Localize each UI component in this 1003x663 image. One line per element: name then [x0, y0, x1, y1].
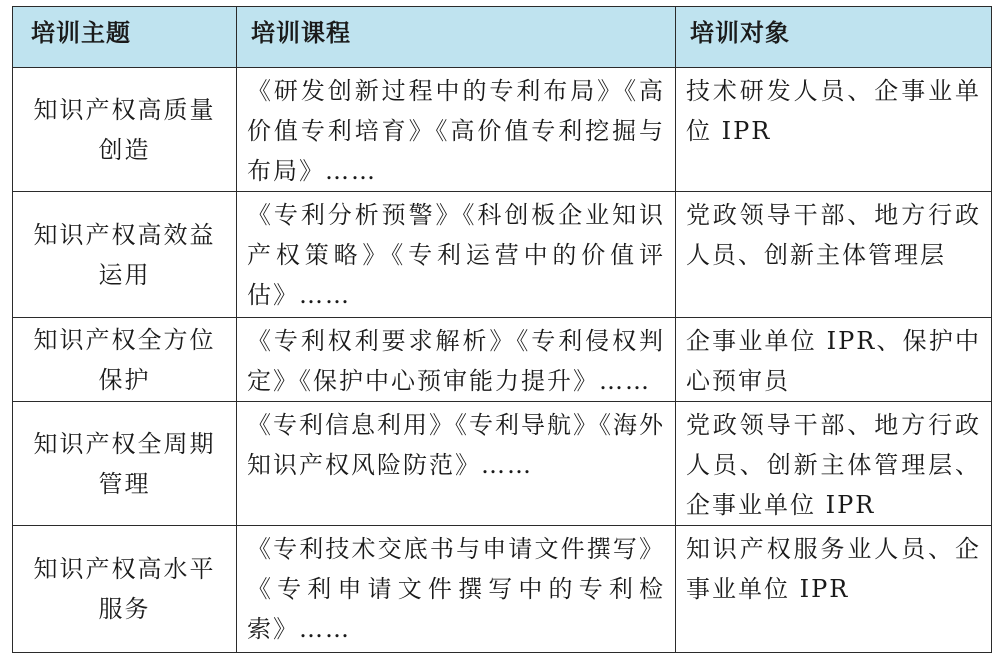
header-topic: 培训主题: [13, 7, 237, 68]
course-cell: 《专利分析预警》《科创板企业知识产权策略》《专利运营中的价值评估》……: [237, 192, 676, 318]
table-row: [13, 318, 992, 402]
topic-cell: [13, 402, 237, 526]
topic-cell: [13, 526, 237, 653]
course-cell: 《研发创新过程中的专利布局》《高价值专利培育》《高价值专利挖掘与布局》……: [237, 68, 676, 192]
topic-cell: [13, 318, 237, 402]
audience-cell: 党政领导干部、地方行政人员、创新主体管理层: [676, 192, 992, 318]
audience-cell: 党政领导干部、地方行政人员、创新主体管理层、企事业单位 IPR: [676, 402, 992, 526]
header-audience: 培训对象: [676, 7, 992, 68]
training-table: [12, 6, 992, 653]
topic-text: 知识产权高质量创造: [33, 95, 216, 164]
course-cell: 《专利信息利用》《专利导航》《海外知识产权风险防范》……: [237, 402, 676, 526]
header-row: [13, 7, 992, 68]
table-row: [13, 192, 992, 318]
table-row: [13, 68, 992, 192]
topic-cell: [13, 192, 237, 318]
topic-text: 知识产权高效益运用: [33, 220, 216, 289]
topic-text: 知识产权高水平服务: [33, 555, 216, 623]
audience-cell: 企事业单位 IPR、保护中心预审员: [676, 318, 992, 402]
table-row: [13, 526, 992, 653]
topic-text: 知识产权全周期管理: [33, 429, 216, 498]
audience-cell: 知识产权服务业人员、企事业单位 IPR: [676, 526, 992, 653]
audience-cell: 技术研发人员、企事业单位 IPR: [676, 68, 992, 192]
topic-cell: [13, 68, 237, 192]
course-cell: 《专利权利要求解析》《专利侵权判定》《保护中心预审能力提升》……: [237, 318, 676, 402]
course-cell: 《专利技术交底书与申请文件撰写》《专利申请文件撰写中的专利检索》……: [237, 526, 676, 653]
header-course: 培训课程: [237, 7, 676, 68]
table-row: [13, 402, 992, 526]
topic-text: 知识产权全方位保护: [33, 325, 216, 394]
